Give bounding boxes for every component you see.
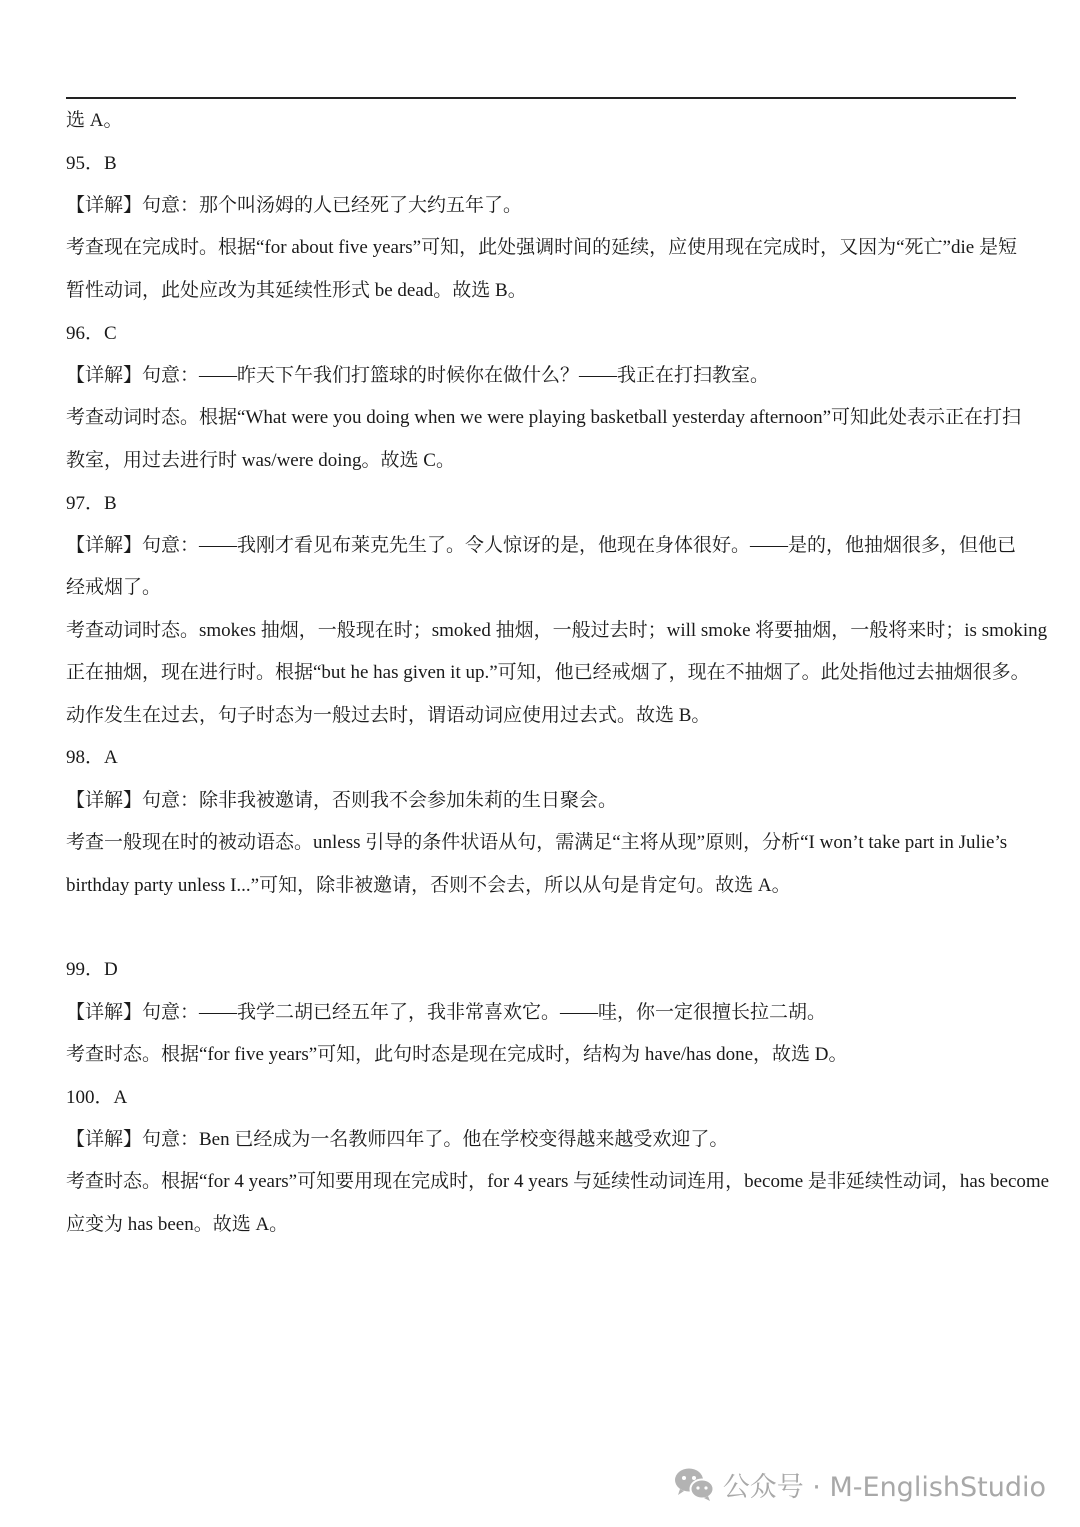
text-line: 【详解】句意：——我学二胡已经五年了，我非常喜欢它。——哇，你一定很擅长拉二胡。	[66, 1002, 827, 1023]
text-line: 【详解】句意：——我刚才看见布莱克先生了。令人惊讶的是，他现在身体很好。——是的，他抽烟很多，但他已	[66, 535, 1017, 556]
question-number: 95．B	[66, 153, 117, 174]
question-number: 100．A	[66, 1087, 128, 1108]
text-line: 教室，用过去进行时 was/were doing。故选 C。	[66, 450, 455, 471]
text-line: birthday party unless I...”可知，除非被邀请，否则不会去，所以从句是肯定句。故选 A。	[66, 875, 791, 896]
watermark-text: 公众号 · M-EnglishStudio	[722, 1471, 1046, 1503]
text-line: 经戒烟了。	[66, 577, 162, 598]
text-line: 考查时态。根据“for 4 years”可知要用现在完成时，for 4 years 与延续性动词连用，become 是非延续性动词，has become	[66, 1171, 1050, 1192]
wechat-icon	[673, 1466, 715, 1502]
text-line: 考查动词时态。smokes 抽烟，一般现在时；smoked 抽烟，一般过去时；will smoke 将要抽烟，一般将来时；is smoking	[66, 620, 1048, 641]
text-line: 考查现在完成时。根据“for about five years”可知，此处强调时间的延续，应使用现在完成时，又因为“死亡”die 是短	[66, 237, 1017, 258]
text-line: 选 A。	[66, 110, 123, 131]
text-line: 考查一般现在时的被动语态。unless 引导的条件状语从句，需满足“主将从现”原则，分析“I won’t take part in Julie’s	[66, 832, 1008, 853]
question-number: 99．D	[66, 959, 118, 980]
watermark	[673, 1462, 1046, 1506]
question-number: 98．A	[66, 747, 118, 768]
text-line: 【详解】句意：Ben 已经成为一名教师四年了。他在学校变得越来越受欢迎了。	[66, 1129, 729, 1150]
text-line: 考查时态。根据“for five years”可知，此句时态是现在完成时，结构为 have/has done，故选 D。	[66, 1044, 848, 1065]
text-line: 动作发生在过去，句子时态为一般过去时，谓语动词应使用过去式。故选 B。	[66, 705, 711, 726]
text-line: 【详解】句意：除非我被邀请，否则我不会参加朱莉的生日聚会。	[66, 790, 618, 811]
question-number: 97．B	[66, 493, 117, 514]
text-line: 【详解】句意：——昨天下午我们打篮球的时候你在做什么？——我正在打扫教室。	[66, 365, 770, 386]
text-line: 考查动词时态。根据“What were you doing when we were playing basketball yesterday afternoon”可知此处表示正在打扫	[66, 407, 1022, 428]
text-line: 应变为 has been。故选 A。	[66, 1214, 289, 1235]
text-line: 【详解】句意：那个叫汤姆的人已经死了大约五年了。	[66, 195, 523, 216]
text-line: 正在抽烟，现在进行时。根据“but he has given it up.”可知，他已经戒烟了，现在不抽烟了。此处指他过去抽烟很多。	[66, 662, 1030, 683]
question-number: 96．C	[66, 323, 117, 344]
header-rule	[66, 97, 1016, 99]
text-line: 暂性动词，此处应改为其延续性形式 be dead。故选 B。	[66, 280, 527, 301]
